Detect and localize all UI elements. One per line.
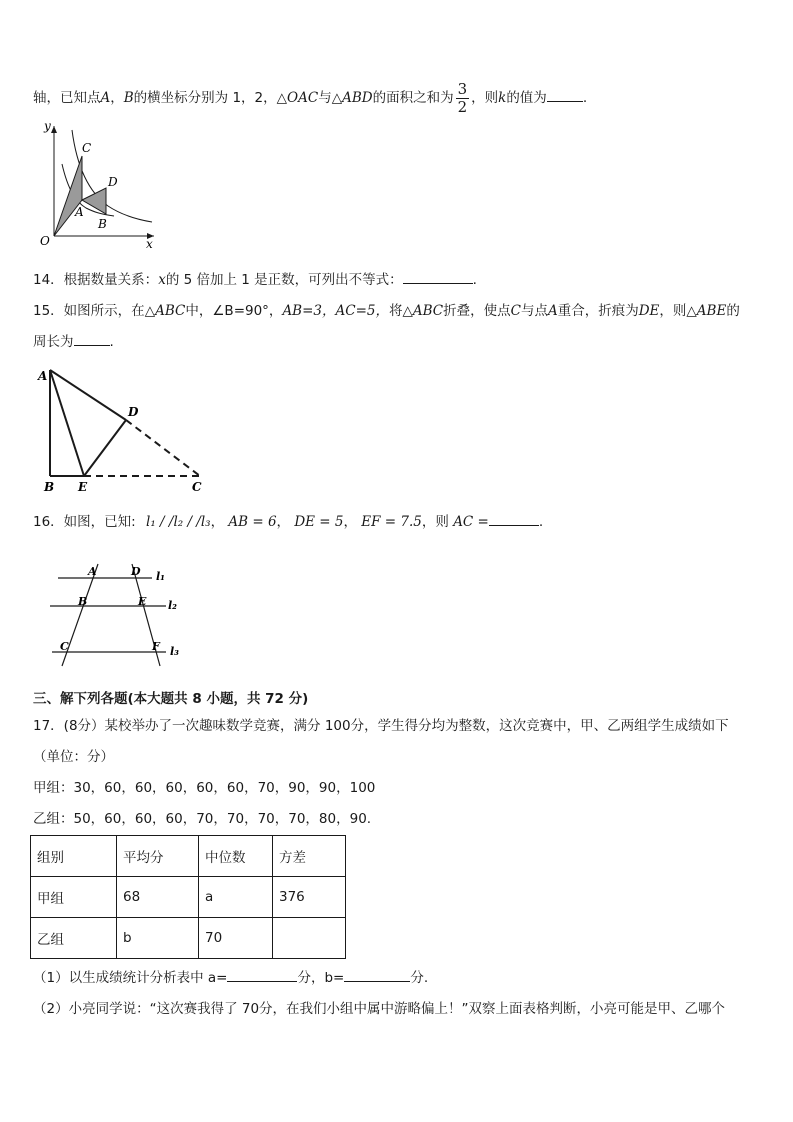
triangle-abc: △ABC (402, 303, 444, 319)
q14-part: 14．根据数量关系： (33, 272, 159, 288)
q15-part: ，则 (659, 303, 687, 319)
point-a: A (547, 303, 558, 319)
angle-b: ∠B=90°， (212, 303, 283, 319)
label-d: D (128, 405, 139, 419)
q13-part: 的面积之和为 (372, 90, 454, 106)
point-c: C (510, 303, 521, 319)
q17-line1: 17．(8分）某校举办了一次趣味数学竞赛，满分 100分，学生得分均为整数，这次竞赛中，甲、乙两组学生成绩如下 (33, 718, 729, 734)
q14-part: . (472, 272, 477, 288)
table-header: 中位数 (199, 836, 273, 877)
figure-15 (34, 364, 214, 498)
table-cell: 68 (117, 877, 199, 918)
table-header: 方差 (273, 836, 346, 877)
sub1-part: 分，b= (297, 970, 345, 986)
label-e: E (78, 480, 88, 494)
variable-x: x (158, 272, 166, 288)
triangle-oac: △OAC (276, 90, 319, 106)
length-ef: EF = 7.5 (361, 514, 422, 530)
label-b: B (44, 480, 55, 494)
segment-dc-dashed (126, 420, 200, 476)
fraction-numerator: 3 (457, 79, 468, 98)
q13-part: 与 (318, 90, 332, 106)
label-f: F (152, 640, 160, 653)
label-a: A (88, 565, 97, 578)
q15-text-line2 (33, 332, 114, 352)
q13-part: 轴，已知点 (33, 90, 101, 106)
fraction-3-2 (456, 81, 470, 116)
score-table (30, 835, 346, 959)
sub1-part: （1）以生成绩统计分析表中 a= (33, 970, 228, 986)
table-cell (273, 918, 346, 959)
length-de: DE = 5 (294, 514, 344, 530)
segment-ad (50, 370, 126, 420)
q15-text (33, 301, 740, 321)
sub-question-1 (33, 968, 428, 988)
label-e: E (138, 595, 147, 608)
q15-part: 重合，折痕为 (557, 303, 639, 319)
q15-part: . (109, 334, 114, 350)
label-c: C (82, 141, 92, 155)
variable-k: k (498, 90, 507, 106)
q13-part: 的横坐标分别为 1，2， (133, 90, 277, 106)
label-b: B (78, 595, 88, 608)
label-a: A (38, 369, 48, 383)
q16-part: ， (276, 514, 291, 530)
table-cell: 70 (199, 918, 273, 959)
answer-blank-a (227, 969, 297, 982)
label-b: B (98, 217, 107, 231)
section-3-title: 三、解下列各题(本大题共 8 小题，共 72 分) (33, 691, 309, 707)
fraction-denominator: 2 (457, 97, 468, 116)
triangle-abe: △ABE (686, 303, 727, 319)
label-c: C (192, 480, 202, 494)
triangle-oac-shape (54, 156, 82, 236)
label-l1: l₁ (156, 570, 165, 583)
table-cell: a (199, 877, 273, 918)
answer-blank (547, 89, 583, 102)
table-row (31, 877, 346, 918)
q15-part: 周长为 (33, 334, 74, 350)
q15-part: 将 (389, 303, 403, 319)
q13-part: ， (110, 90, 124, 106)
length-ac: AC = (453, 514, 489, 530)
table-row (31, 918, 346, 959)
q17-line2: （单位：分） (33, 749, 114, 765)
triangle-abd: △ABD (331, 90, 373, 106)
q16-text (33, 512, 543, 532)
length-ab: AB = 6 (228, 514, 277, 530)
sub-question-2: （2）小亮同学说：“这次赛我得了 70分，在我们小组中属中游略偏上！”双察上面表格判断，小亮可能是甲、乙哪个 (33, 1001, 726, 1017)
point-b-label: B (123, 90, 134, 106)
sub1-part: 分. (410, 970, 429, 986)
parallel-lines: l₁ / /l₂ / /l₃ (146, 514, 211, 530)
q13-part: ，则 (471, 90, 499, 106)
figure-16 (48, 560, 188, 670)
segment-ae (50, 370, 84, 476)
q15-part: 折叠，使点 (443, 303, 511, 319)
table-cell: b (117, 918, 199, 959)
answer-blank (489, 513, 539, 526)
q14-text (33, 270, 477, 290)
q16-part: ， (210, 514, 225, 530)
group-b-scores: 乙组：50，60，60，60，70，70，70，70，80，90. (33, 811, 372, 827)
q15-part: 与点 (520, 303, 548, 319)
answer-blank-b (344, 969, 410, 982)
label-d: D (131, 565, 141, 578)
q14-part: 的 5 倍加上 1 是正数，可列出不等式： (165, 272, 403, 288)
q16-part: ，则 (421, 514, 449, 530)
label-a: A (75, 205, 84, 219)
q16-part: . (538, 514, 544, 530)
q13-part: 的值为 (506, 90, 547, 106)
label-x: x (146, 237, 153, 250)
label-l3: l₃ (170, 645, 179, 658)
q15-part: 中， (185, 303, 213, 319)
q13-text (33, 80, 587, 116)
q15-part: 的 (726, 303, 740, 319)
label-o: O (40, 234, 50, 248)
segment-ed (84, 420, 126, 476)
q15-part: 15．如图所示，在 (33, 303, 145, 319)
label-y: y (44, 119, 51, 133)
table-cell: 乙组 (31, 918, 117, 959)
table-header-row (31, 836, 346, 877)
figure-13 (34, 118, 164, 250)
q13-part: . (582, 90, 588, 106)
point-a-label: A (100, 90, 111, 106)
triangle-abc: △ABC (144, 303, 186, 319)
table-header: 平均分 (117, 836, 199, 877)
q16-part: ， (343, 514, 357, 530)
length-ab: AB=3， (282, 303, 336, 319)
answer-blank (74, 333, 110, 346)
crease-de: DE (638, 303, 660, 319)
q16-part: 16．如图，已知: (33, 514, 136, 530)
table-cell: 376 (273, 877, 346, 918)
label-d: D (108, 175, 118, 189)
table-header: 组别 (31, 836, 117, 877)
y-axis-arrow-icon (51, 126, 57, 133)
answer-blank (403, 271, 473, 284)
length-ac: AC=5， (335, 303, 389, 319)
table-cell: 甲组 (31, 877, 117, 918)
label-c: C (60, 640, 69, 653)
label-l2: l₂ (168, 599, 177, 612)
group-a-scores: 甲组：30，60，60，60，60，60，70，90，90，100 (33, 780, 376, 796)
